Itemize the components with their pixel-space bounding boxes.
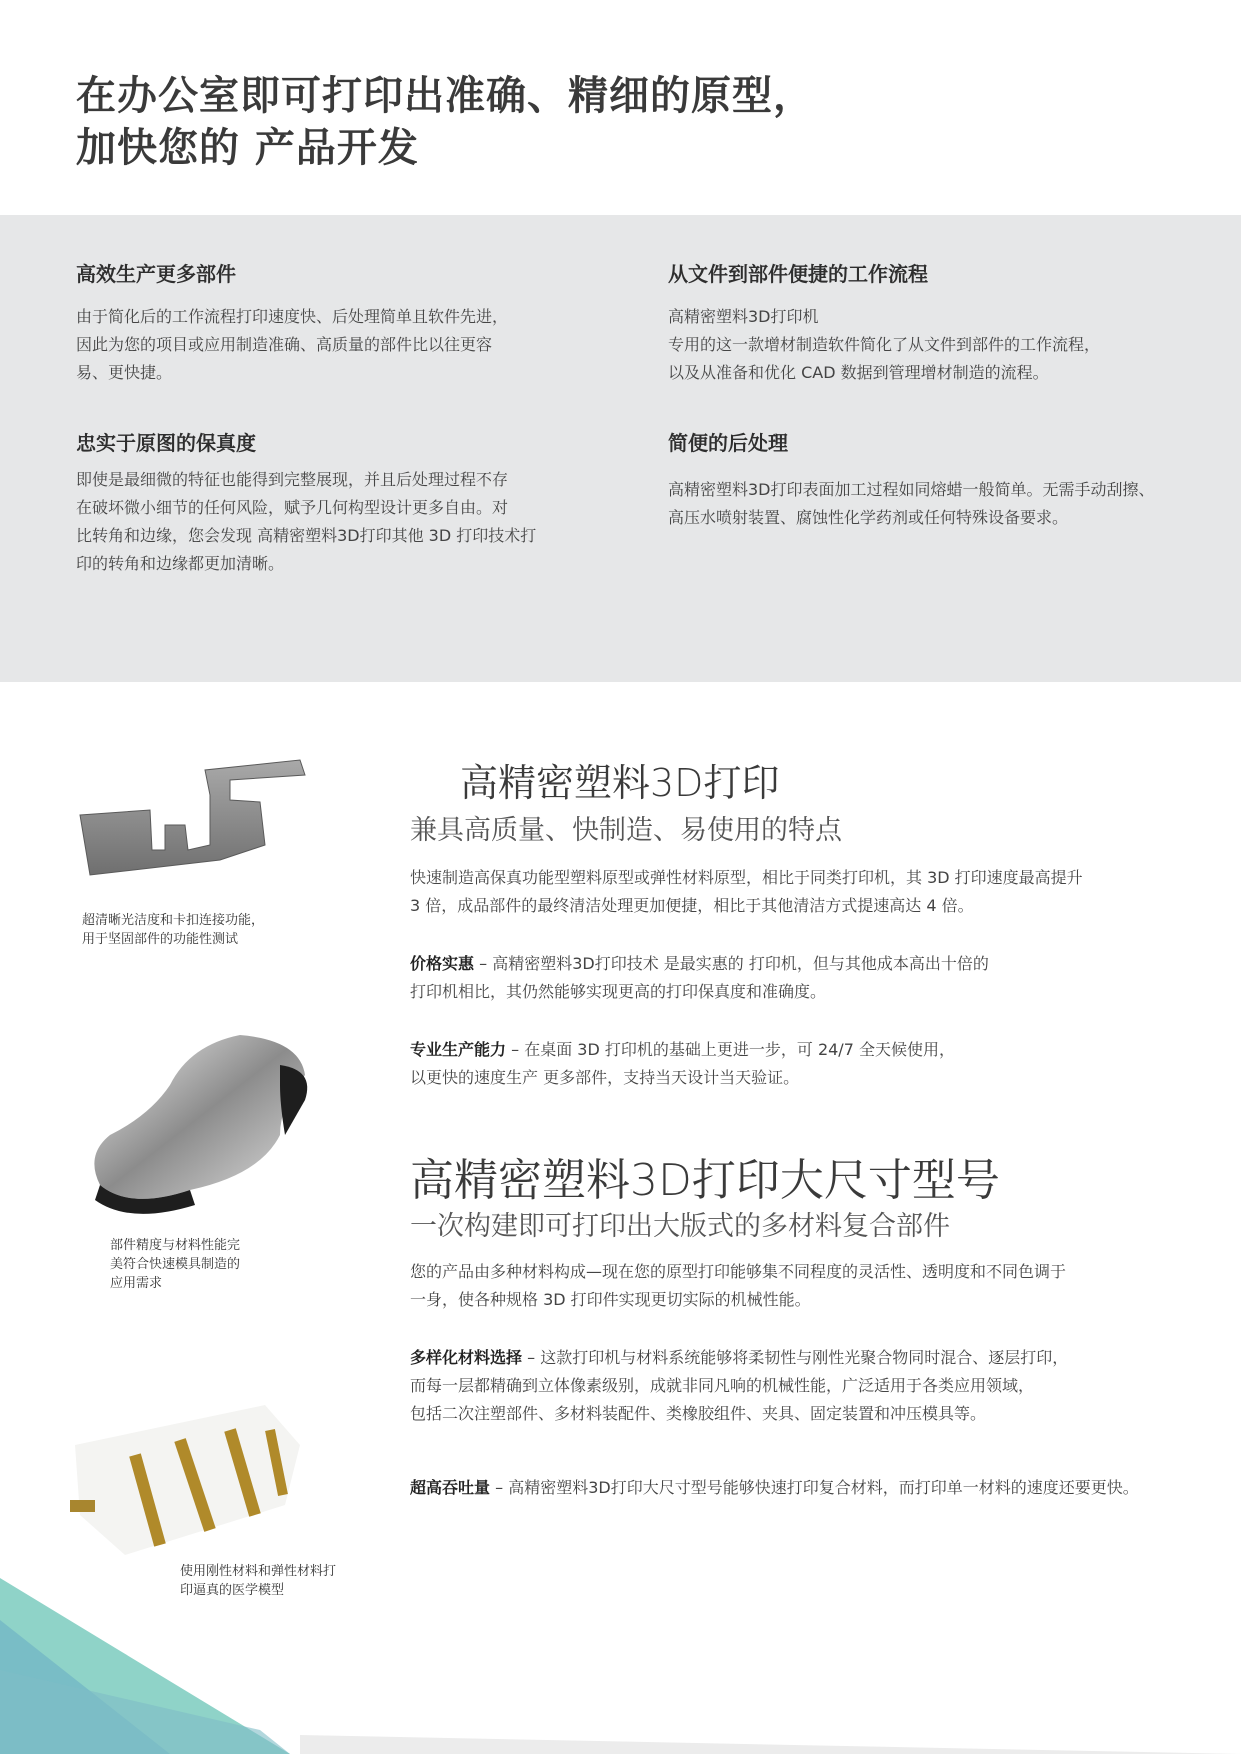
page-title: 在办公室即可打印出准确、精细的原型， 加快您的 产品开发 [76, 73, 814, 171]
caption-medical-model: 使用刚性材料和弹性材料打 印逼真的医学模型 [180, 1564, 337, 1598]
caption-mold: 部件精度与材料性能完 美符合快速模具制造的 应用需求 [110, 1238, 241, 1291]
feature-heading: 忠实于原图的保真度 [76, 431, 256, 455]
product1-intro: 快速制造高保真功能型塑料原型或弹性材料原型，相比于同类打印机，其 3D 打印速度最高提升 3 倍，成品部件的最终清洁处理更加便捷，相比于其他清洁方式提速高达 4 倍。 [410, 868, 1083, 915]
product2-subtitle: 一次构建即可打印出大版式的多材料复合部件 [410, 1211, 950, 1242]
product2-intro: 您的产品由多种材料构成—现在您的原型打印能够集不同程度的灵活性、透明度和不同色调于 一身，使各种规格 3D 打印件实现更切实际的机械性能。 [410, 1262, 1067, 1309]
product1-title: 高精密塑料3D打印 [460, 761, 780, 805]
feature-postprocess: 简便的后处理 高精密塑料3D打印表面加工过程如同熔蜡一般简单。无需手动刮擦、 高压水喷射装置、腐蚀性化学药剂或任何特殊设备要求。 [668, 427, 1155, 532]
spine-model-image [65, 1385, 305, 1555]
feature-heading: 从文件到部件便捷的工作流程 [668, 262, 928, 286]
product1-subtitle: 兼具高质量、快制造、易使用的特点 [410, 815, 842, 846]
decorative-corner-shapes [0, 1570, 1241, 1754]
mold-part-image [80, 1025, 320, 1215]
feature-heading: 高效生产更多部件 [76, 262, 236, 286]
product2-point-materials: 多样化材料选择 – 这款打印机与材料系统能够将柔韧性与刚性光聚合物同时混合、逐层打印， 而每一层都精确到立体像素级别，成就非同凡响的机械性能，广泛适用于各类应用领域， 包括二次注塑部件、多材料装配件、类橡胶组件、夹具、固定装置和冲压模具等。 [410, 1348, 1069, 1423]
feature-fidelity: 忠实于原图的保真度 即使是最细微的特征也能得到完整展现，并且后处理过程不存 在破坏微小细节的任何风险，赋予几何构型设计更多自由。对 比转角和边缘，您会发现 高精密塑料3D打印其他 3D 打印技术打 印的转角和边缘都更加清晰。 [76, 427, 536, 578]
feature-efficient: 高效生产更多部件 由于简化后的工作流程打印速度快、后处理简单且软件先进， 因此为您的项目或应用制造准确、高质量的部件比以往更容 易、更快捷。 [76, 258, 508, 387]
feature-heading: 简便的后处理 [668, 431, 788, 455]
snap-fit-part-image [70, 750, 350, 885]
feature-workflow: 从文件到部件便捷的工作流程 高精密塑料3D打印机 专用的这一款增材制造软件简化了从文件到部件的工作流程， 以及从准备和优化 CAD 数据到管理增材制造的流程。 [668, 258, 1100, 387]
product1-point-price: 价格实惠 – 高精密塑料3D打印技术 是最实惠的 打印机，但与其他成本高出十倍的 打印机相比，其仍然能够实现更高的打印保真度和准确度。 [410, 954, 989, 1001]
product2-title: 高精密塑料3D打印大尺寸型号 [410, 1155, 1000, 1206]
product2-point-throughput: 超高吞吐量 – 高精密塑料3D打印大尺寸型号能够快速打印复合材料，而打印单一材料的速度还要更快。 [410, 1478, 1139, 1497]
product1-point-capacity: 专业生产能力 – 在桌面 3D 打印机的基础上更进一步，可 24/7 全天候使用， 以更快的速度生产 更多部件，支持当天设计当天验证。 [410, 1040, 955, 1087]
caption-snap-fit: 超清晰光洁度和卡扣连接功能， 用于坚固部件的功能性测试 [82, 913, 265, 947]
